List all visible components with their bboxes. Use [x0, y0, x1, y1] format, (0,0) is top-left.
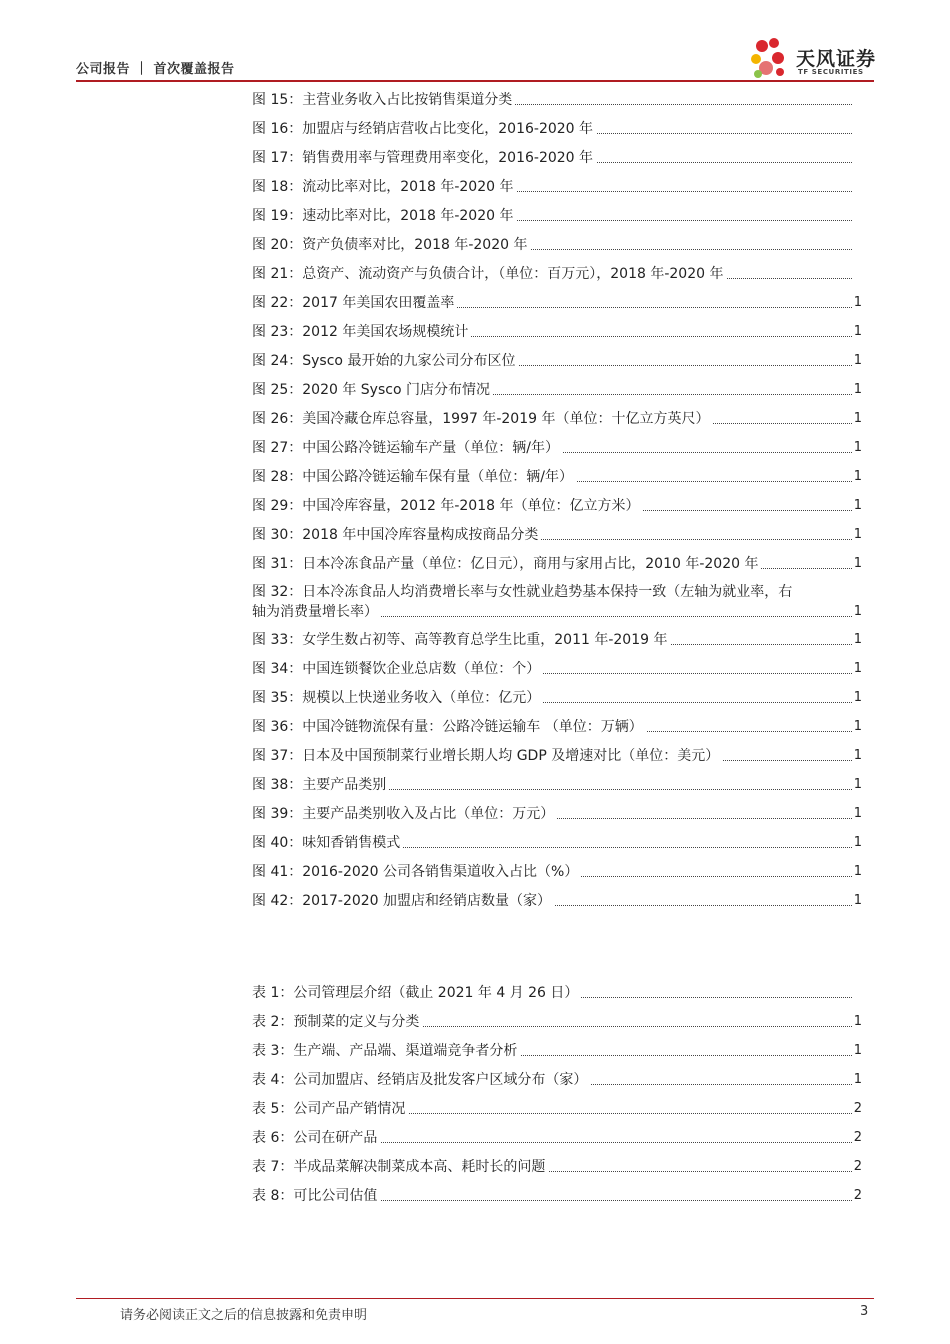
toc-entry-label: 图 34：中国连锁餐饮企业总店数（单位：个）: [252, 659, 543, 679]
figure-toc-entry[interactable]: [252, 746, 862, 766]
toc-entry-label: 图 38：主要产品类别: [252, 775, 389, 795]
toc-entry-page: 1: [852, 380, 862, 400]
page-number: 3: [860, 1304, 869, 1319]
toc-entry-page: 2: [852, 1186, 862, 1206]
table-toc-entry[interactable]: [252, 983, 862, 1003]
toc-entry-label: 图 18：流动比率对比，2018 年-2020 年: [252, 177, 516, 197]
toc-entry-page: 1: [852, 1012, 862, 1032]
figure-toc-entry[interactable]: [252, 833, 862, 853]
figure-toc-entry[interactable]: [252, 717, 862, 737]
figure-toc-entry[interactable]: [252, 206, 862, 226]
figure-toc-entry[interactable]: [252, 148, 862, 168]
toc-entry-label: 图 23：2012 年美国农场规模统计: [252, 322, 471, 342]
figure-toc-entry[interactable]: [252, 264, 862, 284]
toc-entry-label: 表 6：公司在研产品: [252, 1128, 380, 1148]
toc-entry-label: 表 3：生产端、产品端、渠道端竞争者分析: [252, 1041, 520, 1061]
toc-entry-label: 图 30：2018 年中国冷库容量构成按商品分类: [252, 525, 541, 545]
toc-entry-page: 1: [852, 554, 862, 574]
toc-entry-page: 1: [852, 467, 862, 487]
toc-entry-label: 图 36：中国冷链物流保有量：公路冷链运输车 （单位：万辆）: [252, 717, 646, 737]
footer-divider: [76, 1298, 874, 1299]
toc-entry-label: 图 15：主营业务收入占比按销售渠道分类: [252, 90, 515, 110]
toc-entry-label: 表 7：半成品菜解决制菜成本高、耗时长的问题: [252, 1157, 548, 1177]
figure-toc-entry[interactable]: [252, 688, 862, 708]
toc-entry-page: 1: [852, 1070, 862, 1090]
figure-toc-entry[interactable]: [252, 862, 862, 882]
toc-entry-page: 1: [852, 322, 862, 342]
figure-toc-entry[interactable]: [252, 525, 862, 545]
table-toc-entry[interactable]: [252, 1157, 862, 1177]
toc-entry-page: 2: [852, 1157, 862, 1177]
figure-toc-entry[interactable]: [252, 467, 862, 487]
figure-toc-entry[interactable]: [252, 409, 862, 429]
toc-entry-page: 1: [852, 891, 862, 911]
toc-entry-label: 图 29：中国冷库容量，2012 年-2018 年（单位：亿立方米）: [252, 496, 642, 516]
toc-entry-label: 图 39：主要产品类别收入及占比（单位：万元）: [252, 804, 557, 824]
figure-toc-entry[interactable]: [252, 630, 862, 650]
toc-entry-label: 表 5：公司产品产销情况: [252, 1099, 408, 1119]
figure-toc-entry[interactable]: [252, 380, 862, 400]
toc-entry-page: 1: [852, 775, 862, 795]
logo-english-name: TF SECURITIES: [798, 68, 864, 76]
toc-entry-label: 图 33：女学生数占初等、高等教育总学生比重，2011 年-2019 年: [252, 630, 670, 650]
figure-toc-entry[interactable]: [252, 119, 862, 139]
toc-entry-label: 图 31：日本冷冻食品产量（单位：亿日元），商用与家用占比，2010 年-2020 年: [252, 554, 761, 574]
toc-entry-label: 图 21：总资产、流动资产与负债合计，（单位：百万元），2018 年-2020 年: [252, 264, 726, 284]
toc-entry-label: 图 27：中国公路冷链运输车产量（单位：辆/年）: [252, 438, 562, 458]
toc-entry-page: 2: [852, 1099, 862, 1119]
toc-entry-label: 图 19：速动比率对比，2018 年-2020 年: [252, 206, 516, 226]
toc-entry-page: 1: [852, 602, 862, 622]
figure-toc-entry[interactable]: [252, 659, 862, 679]
table-toc-entry[interactable]: [252, 1070, 862, 1090]
flower-logo-icon: [748, 34, 792, 80]
toc-entry-label: 图 20：资产负债率对比，2018 年-2020 年: [252, 235, 530, 255]
report-type-header: 公司报告 ｜ 首次覆盖报告: [76, 62, 235, 77]
figure-toc-entry[interactable]: [252, 891, 862, 911]
toc-entry-label: 表 4：公司加盟店、经销店及批发客户区域分布（家）: [252, 1070, 590, 1090]
toc-entry-label: 图 35：规模以上快递业务收入（单位：亿元）: [252, 688, 543, 708]
toc-entry-label: 轴为消费量增长率）: [252, 602, 381, 622]
figure-toc-entry[interactable]: [252, 496, 862, 516]
toc-entry-page: 1: [852, 409, 862, 429]
toc-entry-page: 1: [852, 293, 862, 313]
toc-entry-page: 1: [852, 496, 862, 516]
toc-entry-page: 1: [852, 862, 862, 882]
figure-toc-entry[interactable]: [252, 775, 862, 795]
table-toc-entry[interactable]: [252, 1012, 862, 1032]
toc-entry-page: 1: [852, 804, 862, 824]
figure-toc-entry[interactable]: [252, 322, 862, 342]
toc-entry-label: 表 2：预制菜的定义与分类: [252, 1012, 422, 1032]
toc-entry-continuation: [252, 602, 862, 622]
toc-entry-label: 表 1：公司管理层介绍（截止 2021 年 4 月 26 日）: [252, 983, 581, 1003]
toc-entry-page: 1: [852, 746, 862, 766]
toc-entry-label: 图 16：加盟店与经销店营收占比变化，2016-2020 年: [252, 119, 596, 139]
toc-entry-label: 图 28：中国公路冷链运输车保有量（单位：辆/年）: [252, 467, 576, 487]
toc-entry-label: 图 24：Sysco 最开始的九家公司分布区位: [252, 351, 518, 371]
toc-entry-page: 1: [852, 688, 862, 708]
toc-entry-page: 1: [852, 525, 862, 545]
toc-entry-label: 图 32：日本冷冻食品人均消费增长率与女性就业趋势基本保持一致（左轴为就业率，右: [252, 584, 793, 600]
figure-toc-entry[interactable]: [252, 804, 862, 824]
toc-entry-label: 图 17：销售费用率与管理费用率变化，2016-2020 年: [252, 148, 596, 168]
toc-entry-label: 图 42：2017-2020 加盟店和经销店数量（家）: [252, 891, 554, 911]
figure-toc-entry[interactable]: [252, 554, 862, 574]
figure-toc-entry[interactable]: [252, 293, 862, 313]
toc-entry-page: 1: [852, 630, 862, 650]
toc-entry-page: 1: [852, 351, 862, 371]
figure-toc-entry[interactable]: [252, 351, 862, 371]
table-toc-entry[interactable]: [252, 1128, 862, 1148]
table-toc-entry[interactable]: [252, 1186, 862, 1206]
toc-entry-label: 图 22：2017 年美国农田覆盖率: [252, 293, 457, 313]
table-toc-entry[interactable]: [252, 1099, 862, 1119]
toc-entry-page: 1: [852, 833, 862, 853]
header-divider: [76, 80, 874, 82]
toc-entry-label: 图 26：美国冷藏仓库总容量，1997 年-2019 年（单位：十亿立方英尺）: [252, 409, 712, 429]
toc-entry-page: 1: [852, 438, 862, 458]
figure-toc-entry[interactable]: [252, 177, 862, 197]
tf-securities-logo: [748, 34, 878, 80]
table-toc-entry[interactable]: [252, 1041, 862, 1061]
figure-toc-entry[interactable]: [252, 582, 862, 622]
toc-entry-label: 图 40：味知香销售模式: [252, 833, 403, 853]
toc-entry-page: 1: [852, 659, 862, 679]
toc-entry-label: 图 37：日本及中国预制菜行业增长期人均 GDP 及增速对比（单位：美元）: [252, 746, 722, 766]
toc-entry-page: 1: [852, 1041, 862, 1061]
toc-entry-label: 图 41：2016-2020 公司各销售渠道收入占比（%）: [252, 862, 581, 882]
logo-chinese-name: 天风证券: [796, 48, 877, 70]
toc-entry-label: 图 25：2020 年 Sysco 门店分布情况: [252, 380, 493, 400]
toc-entry-label: 表 8：可比公司估值: [252, 1186, 380, 1206]
figure-toc-entry[interactable]: [252, 90, 862, 110]
footer-disclaimer: 请务必阅读正文之后的信息披露和免责申明: [120, 1308, 368, 1323]
figure-toc-entry[interactable]: [252, 438, 862, 458]
toc-entry-page: 1: [852, 717, 862, 737]
toc-entry-page: 2: [852, 1128, 862, 1148]
figure-toc-entry[interactable]: [252, 235, 862, 255]
